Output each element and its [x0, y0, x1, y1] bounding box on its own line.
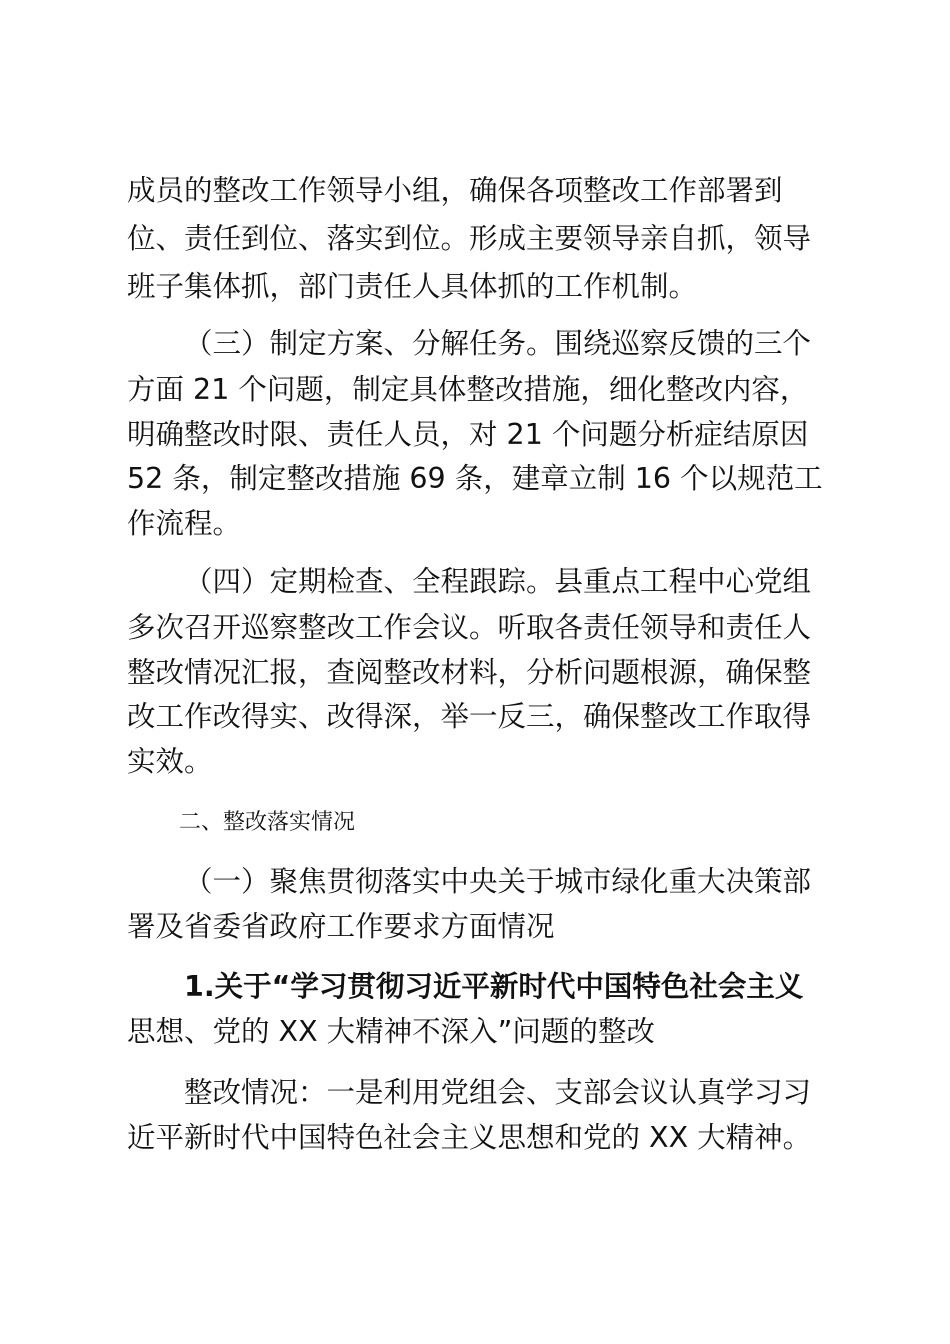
paragraph-line: 整改情况：一是利用党组会、支部会议认真学习习 [184, 1076, 812, 1109]
paragraph-line: 署及省委省政府工作要求方面情况 [127, 910, 555, 943]
paragraph-line: 近平新时代中国特色社会主义思想和党的 XX 大精神。 [127, 1121, 812, 1154]
paragraph-line: 多次召开巡察整改工作会议。听取各责任领导和责任人 [127, 611, 812, 644]
paragraph-line: 方面 21 个问题，制定具体整改措施，细化整改内容， [127, 373, 809, 406]
paragraph-line: （一）聚焦贯彻落实中央关于城市绿化重大决策部 [184, 865, 812, 898]
paragraph-line: 明确整改时限、责任人员，对 21 个问题分析症结原因 [127, 418, 809, 451]
paragraph-line: 改工作改得实、改得深，举一反三，确保整改工作取得 [127, 700, 812, 733]
paragraph-line: 整改情况汇报，查阅整改材料，分析问题根源，确保整 [127, 656, 812, 689]
paragraph-line: 班子集体抓，部门责任人具体抓的工作机制。 [127, 270, 698, 303]
paragraph-line: （三）制定方案、分解任务。围绕巡察反馈的三个 [184, 327, 812, 360]
paragraph-line: 思想、党的 XX 大精神不深入”问题的整改 [127, 1015, 655, 1048]
paragraph-line: 位、责任到位、落实到位。形成主要领导亲自抓，领导 [127, 222, 812, 255]
subsection-heading: 1.关于“学习贯彻习近平新时代中国特色社会主义 [184, 970, 804, 1003]
paragraph-line: （四）定期检查、全程跟踪。县重点工程中心党组 [184, 565, 812, 598]
paragraph-line: 52 条，制定整改措施 69 条，建章立制 16 个以规范工 [127, 462, 823, 495]
paragraph-line: 实效。 [127, 745, 213, 778]
section-heading: 二、整改落实情况 [179, 810, 356, 835]
paragraph-line: 成员的整改工作领导小组，确保各项整改工作部署到 [127, 174, 783, 207]
paragraph-line: 作流程。 [127, 507, 242, 540]
